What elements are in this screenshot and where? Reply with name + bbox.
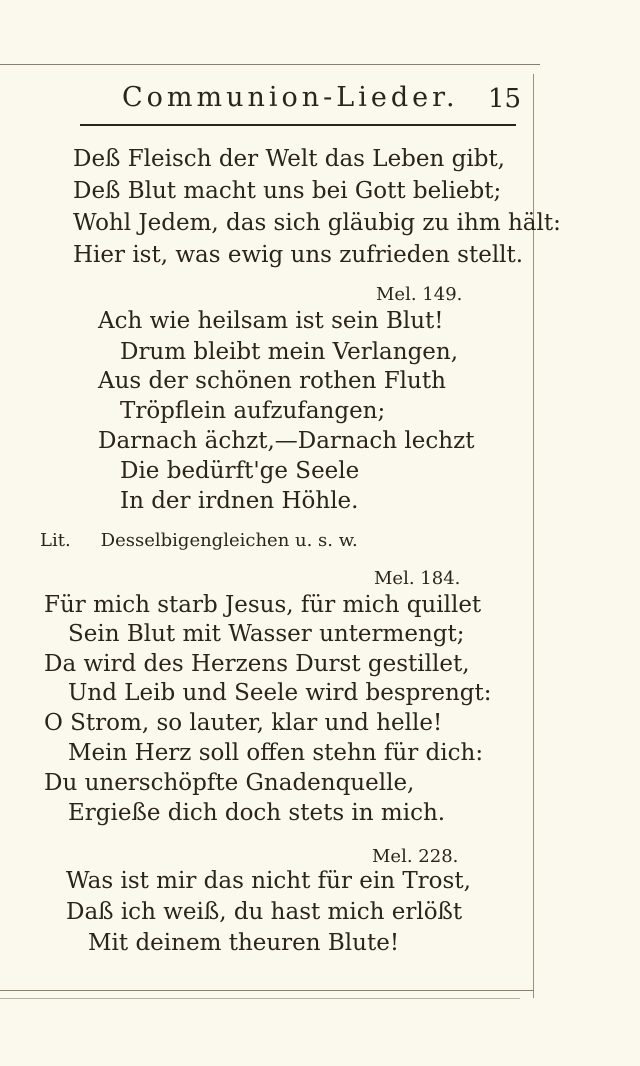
verse-line: Was ist mir das nicht für ein Trost, <box>66 868 471 894</box>
page-title: Communion-Lieder. <box>122 82 459 113</box>
verse-line: Ergieße dich doch stets in mich. <box>68 800 446 826</box>
verse-line: Drum bleibt mein Verlangen, <box>120 339 459 365</box>
verse-line: Und Leib und Seele wird besprengt: <box>68 680 492 706</box>
melody-reference: Mel. 149. <box>376 284 463 305</box>
verse-line: Daß ich weiß, du hast mich erlößt <box>66 899 463 925</box>
melody-reference: Mel. 228. <box>372 846 459 867</box>
verse-line: Tröpflein aufzufangen; <box>120 398 386 424</box>
verse-line: Deß Fleisch der Welt das Leben gibt, <box>73 146 505 172</box>
litany-abbreviation: Lit. <box>40 530 71 551</box>
verse-line: Für mich starb Jesus, für mich quillet <box>44 592 482 618</box>
verse-line: Ach wie heilsam ist sein Blut! <box>98 308 444 334</box>
bottom-rule <box>0 990 534 991</box>
litany-line <box>40 530 358 551</box>
verse-line: Hier ist, was ewig uns zufrieden stellt. <box>73 242 524 268</box>
verse-line: Mit deinem theuren Blute! <box>88 930 400 956</box>
verse-line: Die bedürft'ge Seele <box>120 458 360 484</box>
verse-line: Sein Blut mit Wasser untermengt; <box>68 621 465 647</box>
verse-line: Deß Blut macht uns bei Gott beliebt; <box>73 178 502 204</box>
top-rule <box>0 64 540 65</box>
verse-line: Darnach ächzt,—Darnach lechzt <box>98 428 475 454</box>
verse-line: O Strom, so lauter, klar und helle! <box>44 710 443 736</box>
melody-reference: Mel. 184. <box>374 568 461 589</box>
verse-line: Aus der schönen rothen Fluth <box>98 368 446 394</box>
header-rule <box>80 124 516 126</box>
page-number: 15 <box>488 84 522 114</box>
bottom-rule-secondary <box>0 998 520 999</box>
verse-line: Da wird des Herzens Durst gestillet, <box>44 651 470 677</box>
verse-line: Wohl Jedem, das sich gläubig zu ihm hält: <box>73 210 561 236</box>
verse-line: Mein Herz soll offen stehn für dich: <box>68 740 484 766</box>
verse-line: Du unerschöpfte Gnadenquelle, <box>44 770 415 796</box>
litany-text: Desselbigengleichen u. s. w. <box>100 530 358 551</box>
verse-line: In der irdnen Höhle. <box>120 488 359 514</box>
